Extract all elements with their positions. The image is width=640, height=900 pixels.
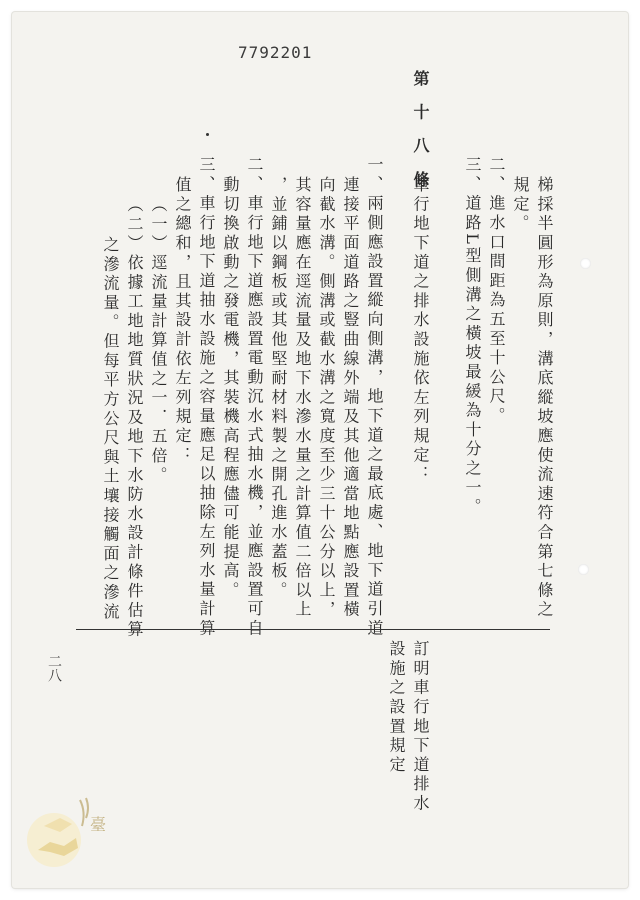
- note-line-1: 訂明車行地下道排水: [411, 640, 430, 814]
- binder-hole-top: [580, 258, 591, 269]
- upper-line-4: 三、道路L型側溝之橫坡最緩為十分之一。: [463, 156, 482, 518]
- item-3-line-1: 三、車行地下道抽水設施之容量應足以抽除左列水量計算: [197, 156, 216, 639]
- document-number: 7792201: [238, 43, 313, 62]
- upper-line-2: 規定。: [511, 176, 530, 234]
- binder-hole-bottom: [578, 564, 589, 575]
- archive-watermark-logo: [20, 790, 108, 872]
- upper-line-1: 梯採半圓形為原則，溝底縱坡應使流速符合第七條之: [535, 176, 554, 620]
- article-heading: 第 十 八 條: [411, 70, 430, 193]
- svg-text:臺: 臺: [90, 815, 107, 834]
- stray-mark: [206, 133, 209, 136]
- item-2-line-1: 二、車行地下道應設置電動沉水式抽水機，並應設置可自: [245, 156, 264, 639]
- upper-line-3: 二、進水口間距為五至十公尺。: [487, 156, 506, 427]
- item-3-sub-2-cont: 之滲流量。但每平方公尺與土壤接觸面之滲流: [101, 236, 120, 622]
- item-3-sub-1: （一）逕流量計算值之一．五倍。: [149, 196, 168, 486]
- item-1-line-1: 一、兩側應設置縱向側溝，地下道之最底處、地下道引道: [365, 156, 384, 639]
- item-1-line-5: ，並鋪以鋼板或其他堅耐材料製之開孔進水蓋板。: [269, 176, 288, 601]
- item-1-line-4: 其容量應在逕流量及地下水滲水量之計算值二倍以上: [293, 176, 312, 620]
- page-number: 二八: [46, 654, 62, 682]
- item-3-sub-2: （二）依據工地地質狀況及地下水防水設計條件估算: [125, 196, 144, 640]
- item-3-line-2: 值之總和，且其設計依左列規定：: [173, 176, 192, 466]
- horizontal-divider: [76, 629, 550, 630]
- item-1-line-2: 連接平面道路之豎曲線外端及其他適當地點應設置橫: [341, 176, 360, 620]
- item-2-line-2: 動切換啟動之發電機，其裝機高程應儘可能提高。: [221, 176, 240, 601]
- article-title: 車行地下道之排水設施依左列規定：: [411, 176, 430, 485]
- note-line-2: 設施之設置規定: [387, 640, 406, 776]
- item-1-line-3: 向截水溝。側溝或截水溝之寬度至少三十公分以上，: [317, 176, 336, 620]
